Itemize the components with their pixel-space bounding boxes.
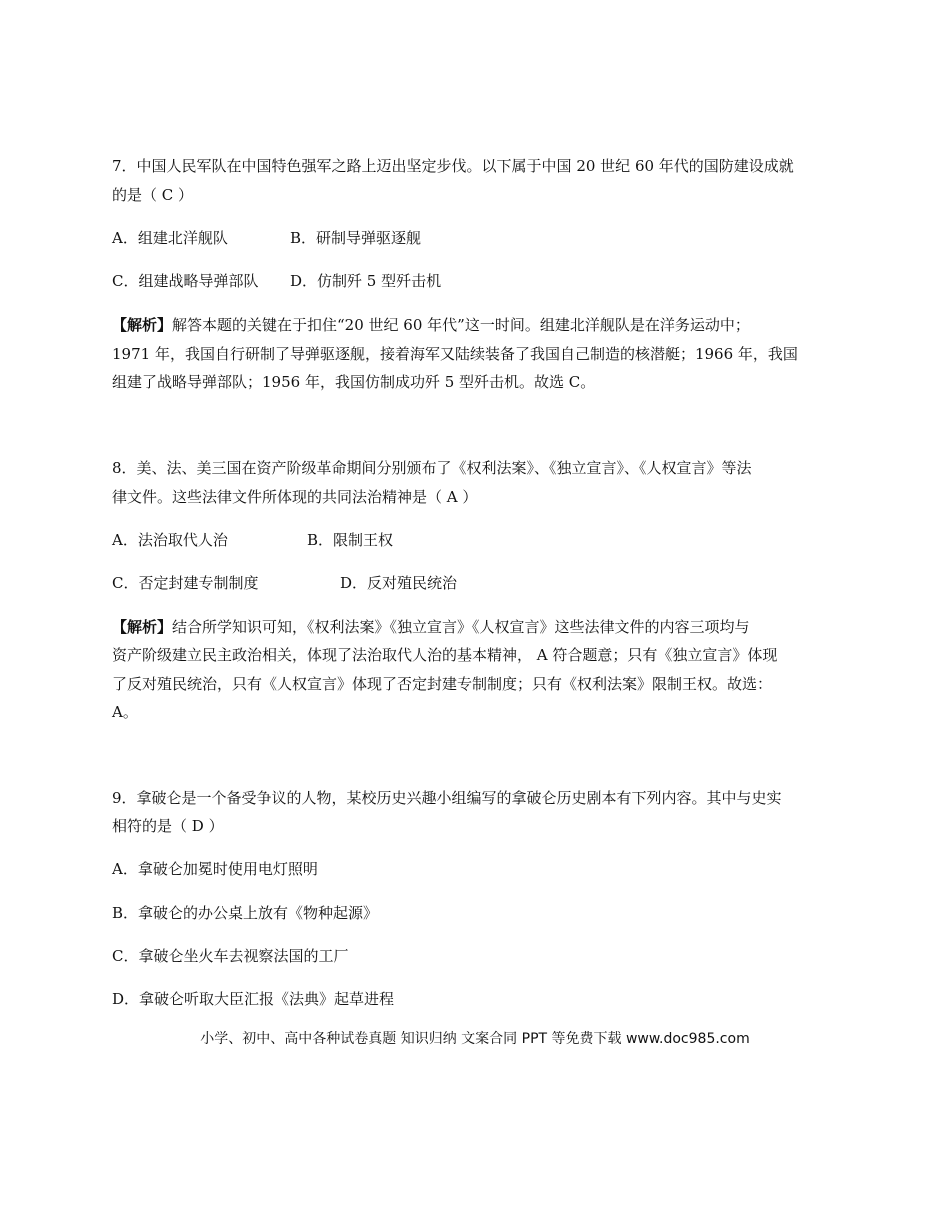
q8-options-cd [112,573,840,593]
q8-option-d: D．反对殖民统治 [340,574,458,592]
q7-option-c: C．组建战略导弹部队 [112,272,259,290]
q9-option-d: D．拿破仑听取大臣汇报《法典》起草进程 [112,990,395,1008]
q8-analysis-line2: 资产阶级建立民主政治相关，体现了法治取代人治的基本精神， A 符合题意；只有《独立宣言》体现 [112,646,778,664]
q7-stem-line2: 的是（ C ） [112,186,194,204]
q8-analysis-text1: 结合所学知识可知，《权利法案》《独立宣言》《人权宣言》这些法律文件的内容三项均与 [172,618,750,636]
q8-option-b: B．限制王权 [307,531,394,549]
q9-option-b: B．拿破仑的办公桌上放有《物种起源》 [112,904,379,922]
q8-analysis-line4: A。 [112,703,138,721]
q8-analysis-tag: 【解析】 [112,618,173,636]
q7-stem-line1: 7．中国人民军队在中国特色强军之路上迈出坚定步伐。以下属于中国 20 世纪 60 年代的国防建设成就 [112,157,794,175]
q7-option-d: D．仿制歼 5 型歼击机 [290,272,442,290]
q8-stem-line2: 律文件。这些法律文件所体现的共同法治精神是（ A ） [112,488,478,506]
q7-analysis-line1 [112,315,840,335]
q9-stem-line2: 相符的是（ D ） [112,817,224,835]
q7-analysis-line3: 组建了战略导弹部队；1956 年，我国仿制成功歼 5 型歼击机。故选 C。 [112,373,596,391]
q7-option-b: B．研制导弹驱逐舰 [290,229,422,247]
q7-analysis-text1: 解答本题的关键在于扣住“20 世纪 60 年代”这一时间。组建北洋舰队是在洋务运动中； [172,316,750,334]
q8-option-a: A．法治取代人治 [112,531,228,549]
q8-analysis-line1 [112,617,840,637]
q7-analysis-line2: 1971 年，我国自行研制了导弹驱逐舰，接着海军又陆续装备了我国自己制造的核潜艇；1966 年，我国 [112,345,798,363]
q8-option-c: C．否定封建专制制度 [112,574,259,592]
q7-analysis-tag: 【解析】 [112,316,173,334]
q8-stem-line1: 8．美、法、美三国在资产阶级革命期间分别颁布了《权利法案》、《独立宣言》、《人权宣言》等法 [112,459,752,477]
q7-options-ab [112,228,840,248]
q8-options-ab [112,530,840,550]
q7-options-cd [112,271,840,291]
q8-analysis-line3: 了反对殖民统治，只有《人权宣言》体现了否定封建专制制度；只有《权利法案》限制王权。故选： [112,675,773,693]
q7-option-a: A．组建北洋舰队 [112,229,228,247]
page-footer: 小学、初中、高中各种试卷真题 知识归纳 文案合同 PPT 等免费下载 www.doc985.com [200,1031,750,1047]
q9-stem-line1: 9．拿破仑是一个备受争议的人物，某校历史兴趣小组编写的拿破仑历史剧本有下列内容。其中与史实 [112,789,782,807]
q9-option-a: A．拿破仑加冕时使用电灯照明 [112,860,318,878]
q9-option-c: C．拿破仑坐火车去视察法国的工厂 [112,947,349,965]
